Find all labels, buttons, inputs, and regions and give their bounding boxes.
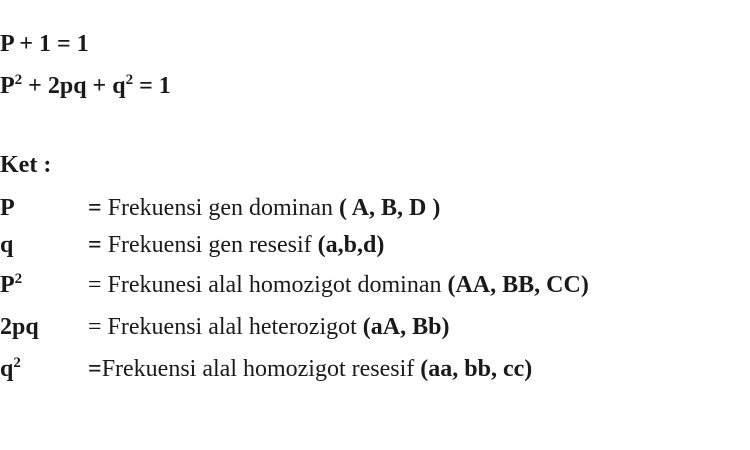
definition-description: [88, 313, 449, 341]
equation-allele-sum-text: P + 1 = 1: [0, 31, 89, 57]
definition-symbol: [0, 313, 80, 341]
definition-row-q: [0, 231, 750, 261]
definition-description: [88, 355, 532, 383]
definition-symbol-exponent: 2: [14, 271, 23, 287]
definition-description: [88, 194, 440, 222]
equals-sign: =: [88, 272, 102, 298]
definition-symbol-exponent: 2: [13, 355, 21, 371]
definition-examples: ( A, B, D ): [338, 195, 441, 221]
hw-p-term: P: [0, 73, 15, 99]
definition-text: Frekuensi gen dominan: [101, 195, 339, 221]
definition-symbol-text: 2pq: [0, 314, 39, 340]
definition-symbol: [0, 231, 80, 259]
definition-row-2pq: [0, 313, 750, 343]
equals-sign: =: [88, 314, 102, 340]
hw-rhs: = 1: [133, 73, 171, 99]
hw-p-exponent: 2: [14, 72, 23, 88]
definition-description: [88, 271, 589, 299]
equals-sign: =: [88, 195, 102, 221]
definition-symbol: [0, 194, 80, 222]
equation-allele-sum: [0, 30, 89, 58]
ket-label: [0, 151, 51, 179]
definition-symbol-text: q: [0, 356, 14, 382]
definition-text: Frekuensi gen resesif: [101, 232, 318, 258]
definition-row-p: [0, 194, 750, 224]
definition-symbol: [0, 271, 80, 299]
definition-examples: (aA, Bb): [362, 314, 450, 340]
equals-sign: =: [88, 232, 102, 258]
definition-symbol: [0, 355, 80, 383]
definition-text: Frekunesi alal homozigot dominan: [101, 272, 448, 298]
definition-symbol-text: P: [0, 195, 15, 221]
definition-examples: (aa, bb, cc): [420, 356, 533, 382]
definition-examples: (AA, BB, CC): [447, 272, 589, 298]
equation-hardy-weinberg: [0, 72, 171, 100]
ket-label-text: Ket :: [0, 152, 52, 178]
hw-middle-terms: + 2pq + q: [22, 73, 126, 99]
definition-symbol-text: P: [0, 272, 15, 298]
equals-sign: =: [88, 356, 102, 382]
hw-q-exponent: 2: [125, 72, 134, 88]
definition-row-p-squared: [0, 271, 750, 301]
definition-description: [88, 231, 384, 259]
definition-text: Frekuensi alal heterozigot: [101, 314, 363, 340]
definition-symbol-text: q: [0, 232, 14, 258]
definition-examples: (a,b,d): [317, 232, 385, 258]
definition-text: Frekuensi alal homozigot resesif: [101, 356, 421, 382]
definition-row-q-squared: [0, 355, 750, 385]
